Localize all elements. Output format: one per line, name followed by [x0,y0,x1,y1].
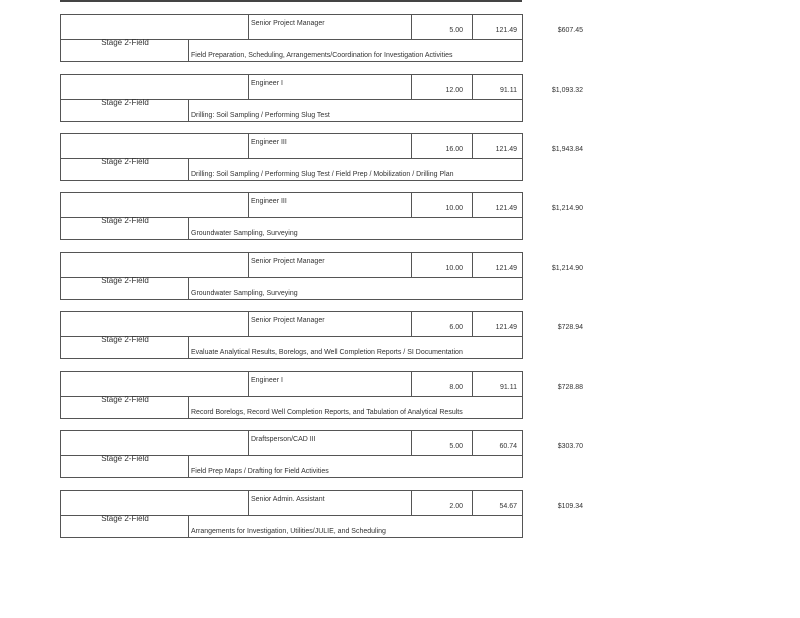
total-cell: $728.88 [557,384,583,391]
rate-cell: 121.49 [495,27,517,34]
rate-cell: 121.49 [495,324,517,331]
task-row [60,490,583,538]
total-cell: $1,214.90 [551,205,583,212]
rate-cell: 60.74 [499,443,517,450]
description-cell: Evaluate Analytical Results, Borelogs, and Well Completion Reports / SI Documentation [191,349,463,356]
task-row [60,192,583,240]
role-cell: Draftsperson/CAD III [251,436,316,443]
stage-cell: Stage 2-Field [101,38,149,47]
stage-cell: Stage 2-Field [101,335,149,344]
rate-cell: 91.11 [500,87,517,94]
column-divider [248,431,249,455]
stage-cell: Stage 2-Field [101,98,149,107]
task-row [60,14,583,62]
description-cell: Drilling: Soil Sampling / Performing Slug Test / Field Prep / Mobilization / Drilling Plan [191,171,454,178]
stage-cell: Stage 2-Field [101,514,149,523]
hours-cell: 10.00 [445,265,463,272]
stage-cell: Stage 2-Field [101,276,149,285]
stage-cell: Stage 2-Field [101,454,149,463]
task-row [60,430,583,478]
hours-cell: 5.00 [449,443,463,450]
description-cell: Drilling: Soil Sampling / Performing Slug Test [191,112,330,119]
stage-cell: Stage 2-Field [101,157,149,166]
total-cell: $1,943.84 [551,146,583,153]
role-cell: Engineer I [251,377,283,384]
role-cell: Senior Admin. Assistant [251,496,325,503]
total-cell: $303.70 [557,443,583,450]
role-cell: Engineer III [251,139,287,146]
hours-cell: 2.00 [449,503,463,510]
rate-cell: 121.49 [495,265,517,272]
description-cell: Field Prep Maps / Drafting for Field Activities [191,468,329,475]
stage-cell: Stage 2-Field [101,395,149,404]
total-cell: $109.34 [557,503,583,510]
task-row [60,133,583,181]
description-cell: Arrangements for Investigation, Utilities/JULIE, and Scheduling [191,528,386,535]
description-cell: Groundwater Sampling, Surveying [191,230,298,237]
column-divider [248,75,249,99]
task-row [60,371,583,419]
total-cell: $607.45 [557,27,583,34]
role-cell: Senior Project Manager [251,20,325,27]
hours-cell: 6.00 [449,324,463,331]
hours-cell: 16.00 [445,146,463,153]
hours-cell: 10.00 [445,205,463,212]
hours-cell: 12.00 [445,87,463,94]
hours-cell: 8.00 [449,384,463,391]
column-divider [248,15,249,39]
column-divider [248,312,249,336]
column-divider [248,134,249,158]
rate-cell: 54.67 [499,503,517,510]
description-cell: Field Preparation, Scheduling, Arrangements/Coordination for Investigation Activities [191,52,453,59]
total-cell: $728.94 [557,324,583,331]
rate-cell: 91.11 [500,384,517,391]
column-divider [248,193,249,217]
total-cell: $1,093.32 [551,87,583,94]
column-divider [248,491,249,515]
role-cell: Senior Project Manager [251,258,325,265]
rate-cell: 121.49 [495,205,517,212]
description-cell: Record Borelogs, Record Well Completion Reports, and Tabulation of Analytical Results [191,409,463,416]
role-cell: Engineer I [251,80,283,87]
total-cell: $1,214.90 [551,265,583,272]
column-divider [248,372,249,396]
description-cell: Groundwater Sampling, Surveying [191,290,298,297]
stage-cell: Stage 2-Field [101,216,149,225]
task-row [60,74,583,122]
hours-cell: 5.00 [449,27,463,34]
rate-cell: 121.49 [495,146,517,153]
role-cell: Senior Project Manager [251,317,325,324]
role-cell: Engineer III [251,198,287,205]
top-rule [60,0,522,2]
task-row [60,311,583,359]
column-divider [248,253,249,277]
task-row [60,252,583,300]
